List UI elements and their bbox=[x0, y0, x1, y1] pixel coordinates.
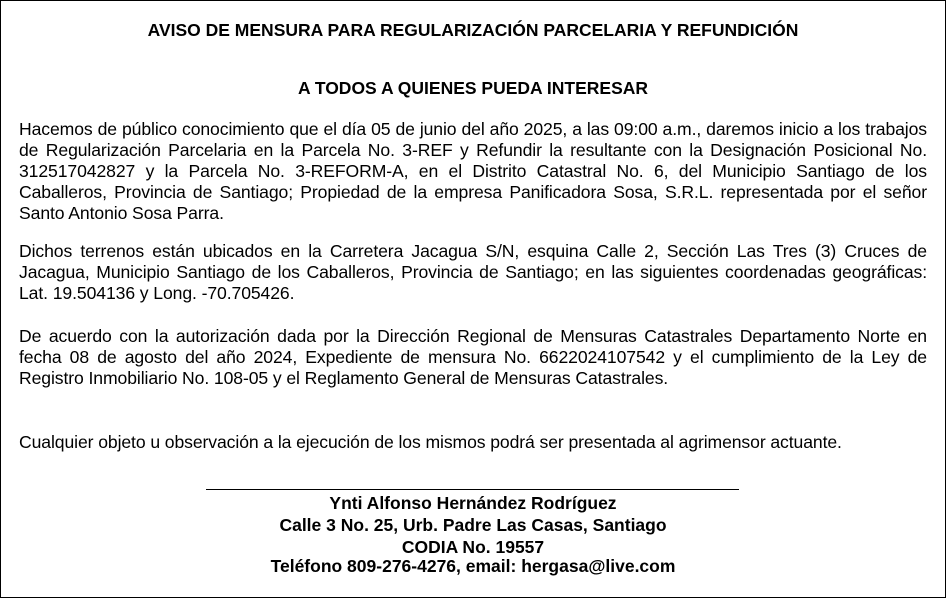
surveyor-name: Ynti Alfonso Hernández Rodríguez bbox=[329, 493, 617, 513]
paragraph-objections: Cualquier objeto u observación a la ejecución de los mismos podrá ser presentada al agrimensor actuante. bbox=[19, 432, 842, 452]
surveyor-contact: Teléfono 809-276-4276, email: hergasa@live.com bbox=[270, 556, 676, 576]
surveyor-codia: CODIA No. 19557 bbox=[401, 537, 545, 557]
paragraph-survey-announcement: Hacemos de público conocimiento que el día 05 de junio del año 2025, a las 09:00 a.m., daremos inicio a los trabajos de Regularización Parcelaria en la Parcela No. 3-REF y Refundir la resultante con la Designación Posicional No. 312517042827 y la Parcela No. 3-REFORM-A, en el Distrito Catastral No. 6, del Municipio Santiago de los Caballeros, Provincia de Santiago; Propiedad de la empresa Panificadora Sosa, S.R.L. representada por el señor Santo Antonio Sosa Parra. bbox=[19, 119, 927, 223]
paragraph-authorization: De acuerdo con la autorización dada por la Dirección Regional de Mensuras Catastrales Departamento Norte en fecha 08 de agosto del año 2024, Expediente de mensura No. 6622024107542 y el cumplimiento de la Ley de Registro Inmobiliario No. 108-05 y el Reglamento General de Mensuras Catastrales. bbox=[19, 326, 927, 388]
notice-subtitle: A TODOS A QUIENES PUEDA INTERESAR bbox=[297, 78, 649, 98]
paragraph-land-location: Dichos terrenos están ubicados en la Carretera Jacagua S/N, esquina Calle 2, Sección Las Tres (3) Cruces de Jacagua, Municipio Santiago de los Caballeros, Provincia de Santiago; en las siguientes coordenadas geográficas: Lat. 19.504136 y Long. -70.705426. bbox=[19, 241, 927, 303]
notice-title: AVISO DE MENSURA PARA REGULARIZACIÓN PARCELARIA Y REFUNDICIÓN bbox=[147, 20, 799, 40]
signature-line bbox=[206, 489, 739, 490]
surveyor-address: Calle 3 No. 25, Urb. Padre Las Casas, Santiago bbox=[279, 515, 667, 535]
